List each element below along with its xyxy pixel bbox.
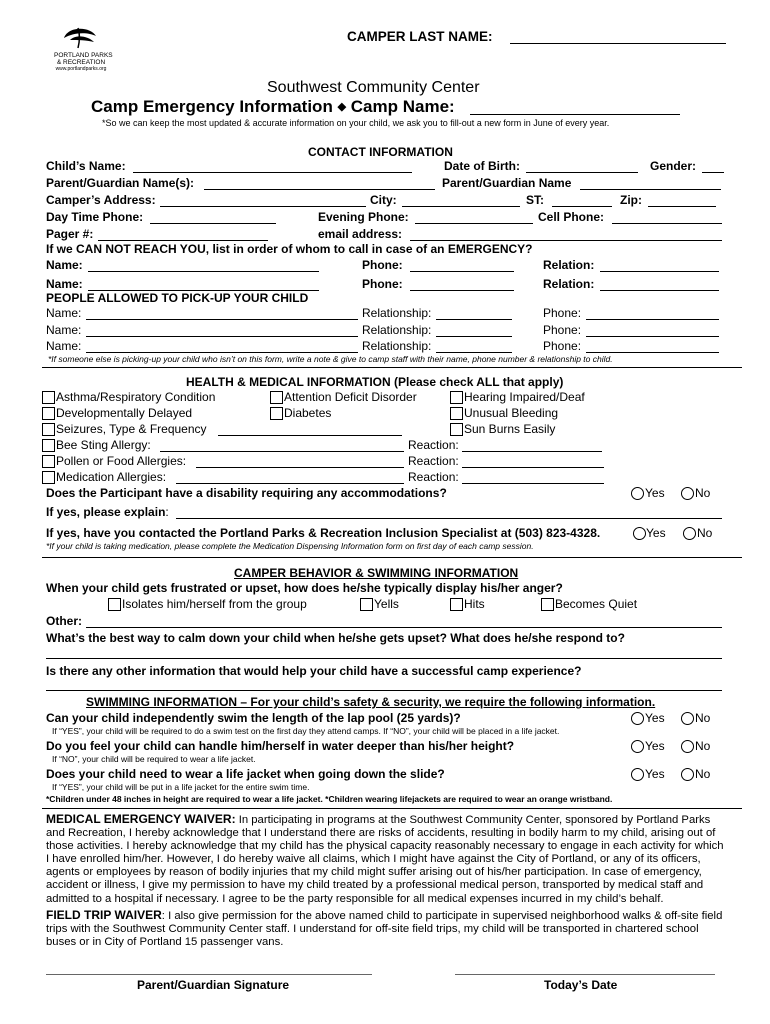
bee-reaction-field[interactable] <box>462 451 602 452</box>
swim-heading: SWIMMING INFORMATION – For your child’s safety & security, we require the following information. <box>86 695 656 709</box>
camper-last-name-label: CAMPER LAST NAME: <box>347 29 493 44</box>
explain-text: If yes, please explain <box>46 505 166 519</box>
address-label: Camper’s Address: <box>46 193 156 207</box>
swim-3-no-label: No <box>695 767 711 781</box>
seizures-field[interactable] <box>218 435 402 436</box>
sunburn-label: Sun Burns Easily <box>464 422 556 436</box>
field-trip-text: : I also give permission for the above named child to participate in supervised neighborhood walks & off-site field trips with the Southwest Community Center staff. I understand for off-site field trips, my child will be transported in chartered school buses or in City of Portland 15 passenger vans. <box>46 910 723 949</box>
emergency-phone-2-label: Phone: <box>362 277 403 291</box>
swim-3-yes-radio[interactable] <box>631 768 644 781</box>
swim-1-no-label: No <box>695 711 711 725</box>
disability-yes-label: Yes <box>645 486 665 500</box>
medication-reaction-field[interactable] <box>462 483 604 484</box>
swim-1-yes-label: Yes <box>645 711 665 725</box>
seizures-label: Seizures, Type & Frequency <box>56 422 207 436</box>
swim-1-yes-radio[interactable] <box>631 712 644 725</box>
swim-3-yes-label: Yes <box>645 767 665 781</box>
emergency-name-2-label: Name: <box>46 277 83 291</box>
camper-last-name-field[interactable] <box>510 43 726 44</box>
pickup-phone-1-label: Phone: <box>543 306 582 320</box>
calm-field[interactable] <box>46 658 722 659</box>
address-field[interactable] <box>160 206 366 207</box>
swim-question-2: Do you feel your child can handle him/herself in water deeper than his/her height? <box>46 739 515 753</box>
sunburn-checkbox[interactable] <box>450 423 463 436</box>
success-question: Is there any other information that would help your child have a successful camp experience? <box>46 664 582 678</box>
diabetes-label: Diabetes <box>284 406 332 420</box>
pickup-phone-3-field[interactable] <box>586 352 719 353</box>
zip-field[interactable] <box>648 206 716 207</box>
calm-question: What’s the best way to calm down your child when he/she gets upset? What does he/she respond to? <box>46 631 625 645</box>
pickup-name-2-field[interactable] <box>86 336 358 337</box>
pollen-reaction-field[interactable] <box>462 467 604 468</box>
disability-yes-radio[interactable] <box>631 487 644 500</box>
date-label: Today’s Date <box>544 978 618 992</box>
delayed-label: Developmentally Delayed <box>56 406 193 420</box>
leaf-logo-icon <box>60 24 100 50</box>
medication-label: Medication Allergies: <box>56 470 167 484</box>
diabetes-checkbox[interactable] <box>270 407 283 420</box>
inclusion-no-label: No <box>697 526 713 540</box>
pollen-reaction-label: Reaction: <box>408 454 459 468</box>
pickup-name-2-label: Name: <box>46 323 82 337</box>
center-name: Southwest Community Center <box>267 79 480 96</box>
swim-2-no-radio[interactable] <box>681 740 694 753</box>
pickup-note: *If someone else is picking-up your child who isn’t on this form, write a note & give to camp staff with their name, phone number & relationship to child. <box>48 354 613 364</box>
add-checkbox[interactable] <box>270 391 283 404</box>
swim-3-no-radio[interactable] <box>681 768 694 781</box>
pickup-name-1-label: Name: <box>46 306 82 320</box>
pickup-relationship-3-field[interactable] <box>436 352 512 353</box>
isolates-checkbox[interactable] <box>108 598 121 611</box>
dob-field[interactable] <box>526 172 638 173</box>
yells-checkbox[interactable] <box>360 598 373 611</box>
cell-phone-field[interactable] <box>612 223 722 224</box>
day-phone-field[interactable] <box>150 223 276 224</box>
signature-field[interactable] <box>46 974 372 975</box>
disability-no-label: No <box>695 486 711 500</box>
pickup-phone-2-label: Phone: <box>543 323 582 337</box>
divider <box>42 367 742 368</box>
emergency-relation-1-field[interactable] <box>600 271 719 272</box>
bee-checkbox[interactable] <box>42 439 55 452</box>
pickup-phone-1-field[interactable] <box>586 319 719 320</box>
pickup-name-3-label: Name: <box>46 339 82 353</box>
pickup-name-3-field[interactable] <box>86 352 358 353</box>
city-field[interactable] <box>402 206 520 207</box>
emergency-relation-2-label: Relation: <box>543 277 595 291</box>
gender-label: Gender: <box>650 159 697 173</box>
city-label: City: <box>370 193 397 207</box>
swim-note-3: If “YES”, your child will be put in a life jacket for the entire swim time. <box>52 782 310 792</box>
emergency-phone-1-field[interactable] <box>410 271 514 272</box>
pollen-label: Pollen or Food Allergies: <box>56 454 187 468</box>
asthma-label: Asthma/Respiratory Condition <box>56 390 216 404</box>
isolates-label: Isolates him/herself from the group <box>122 597 307 611</box>
pickup-name-1-field[interactable] <box>86 319 358 320</box>
swim-question-3: Does your child need to wear a life jacket when going down the slide? <box>46 767 445 781</box>
form-title <box>91 97 455 117</box>
yells-label: Yells <box>374 597 399 611</box>
divider <box>42 808 742 809</box>
bleeding-checkbox[interactable] <box>450 407 463 420</box>
swim-2-yes-label: Yes <box>645 739 665 753</box>
health-heading: HEALTH & MEDICAL INFORMATION (Please check ALL that apply) <box>186 375 564 389</box>
hearing-label: Hearing Impaired/Deaf <box>464 390 585 404</box>
inclusion-question: If yes, have you contacted the Portland Parks & Recreation Inclusion Specialist at (503) 823-4328. <box>46 526 601 540</box>
seizures-checkbox[interactable] <box>42 423 55 436</box>
email-label: email address: <box>318 227 403 241</box>
emergency-name-1-field[interactable] <box>88 271 319 272</box>
medication-note: *If your child is taking medication, please complete the Medication Dispensing Information form on first day of each camp session. <box>46 541 534 551</box>
logo-line1: PORTLAND PARKS <box>54 52 113 59</box>
bleeding-label: Unusual Bleeding <box>464 406 559 420</box>
contact-heading: CONTACT INFORMATION <box>308 145 453 159</box>
add-label: Attention Deficit Disorder <box>284 390 417 404</box>
camp-name-field[interactable] <box>470 114 680 115</box>
medical-waiver-text: In participating in programs at the Southwest Community Center, sponsored by Portland Parks and Recreation, I hereby acknowledge that I understand there are risks of accidents, resulting in bodily harm to my child, arising out of those activities. I hereby acknowledge that my child has the physical capacity reasonably necessary to engage in each activity for which I have enrolled him/her. However, I do hereby waive all claims, which I might have against the City of Portland, or any of its officers, agents or employees by reason of bodily injuries that my child might suffer arising out of his/her participation. In case of emergency, accident or illness, I give my permission to have my child treated by a professional medical person, transported by medical staff and admitted to a hospital if necessary. I agree to be the party responsible for all medical expenses incurred in my child’s behalf. <box>46 814 724 905</box>
medication-checkbox[interactable] <box>42 471 55 484</box>
gender-field[interactable] <box>702 172 724 173</box>
field-trip-waiver <box>46 909 726 949</box>
pickup-relationship-2-field[interactable] <box>436 336 512 337</box>
medical-waiver <box>46 813 726 906</box>
emergency-name-1-label: Name: <box>46 258 83 272</box>
disability-no-radio[interactable] <box>681 487 694 500</box>
field-trip-title: FIELD TRIP WAIVER <box>46 908 162 922</box>
evening-phone-field[interactable] <box>415 223 533 224</box>
date-field[interactable] <box>455 974 715 975</box>
swim-note: *Children under 48 inches in height are required to wear a life jacket. *Children wearing lifejackets are required to wear an orange wristband. <box>46 794 613 804</box>
other-field[interactable] <box>86 627 722 628</box>
pager-label: Pager #: <box>46 227 94 241</box>
divider <box>42 557 742 558</box>
evening-phone-label: Evening Phone: <box>318 210 409 224</box>
email-field[interactable] <box>410 240 722 241</box>
day-phone-label: Day Time Phone: <box>46 210 144 224</box>
inclusion-yes-radio[interactable] <box>633 527 646 540</box>
state-label: ST: <box>526 193 544 207</box>
pickup-phone-2-field[interactable] <box>586 336 719 337</box>
title-bullet: ◆ <box>337 101 347 113</box>
swim-2-no-label: No <box>695 739 711 753</box>
emergency-relation-1-label: Relation: <box>543 258 595 272</box>
pickup-relationship-3-label: Relationship: <box>362 339 432 353</box>
bee-label: Bee Sting Allergy: <box>56 438 151 452</box>
delayed-checkbox[interactable] <box>42 407 55 420</box>
zip-label: Zip: <box>620 193 642 207</box>
bee-reaction-label: Reaction: <box>408 438 459 452</box>
signature-label: Parent/Guardian Signature <box>137 978 290 992</box>
pickup-relationship-1-label: Relationship: <box>362 306 432 320</box>
pager-field[interactable] <box>98 240 268 241</box>
behavior-heading: CAMPER BEHAVIOR & SWIMMING INFORMATION <box>234 566 519 580</box>
swim-question-1: Can your child independently swim the length of the lap pool (25 yards)? <box>46 711 461 725</box>
pollen-checkbox[interactable] <box>42 455 55 468</box>
state-field[interactable] <box>552 206 612 207</box>
inclusion-yes-label: Yes <box>646 526 666 540</box>
parent-name-1-field[interactable] <box>204 189 435 190</box>
pollen-field[interactable] <box>196 467 404 468</box>
swim-note-2: If “NO”, your child will be required to wear a life jacket. <box>52 754 256 764</box>
explain-field[interactable] <box>176 518 722 519</box>
emergency-relation-2-field[interactable] <box>600 290 719 291</box>
emergency-phone-2-field[interactable] <box>410 290 514 291</box>
pickup-heading: PEOPLE ALLOWED TO PICK-UP YOUR CHILD <box>46 291 309 305</box>
medication-reaction-label: Reaction: <box>408 470 459 484</box>
swim-note-1: If “YES”, your child will be required to do a swim test on the first day they attend camps. If “NO”, your child will be placed in a life jacket. <box>52 726 560 736</box>
pickup-relationship-2-label: Relationship: <box>362 323 432 337</box>
hits-label: Hits <box>464 597 485 611</box>
header-note: *So we can keep the most updated & accurate information on your child, we ask you to fill-out a new form in June of every year. <box>102 118 610 128</box>
hearing-checkbox[interactable] <box>450 391 463 404</box>
form-title-text: Camp Emergency Information <box>91 97 333 116</box>
quiet-checkbox[interactable] <box>541 598 554 611</box>
emergency-heading: If we CAN NOT REACH YOU, list in order of whom to call in case of an EMERGENCY? <box>46 242 533 256</box>
logo-line3: www.portlandparks.org <box>55 66 107 72</box>
dob-label: Date of Birth: <box>444 159 520 173</box>
swim-1-no-radio[interactable] <box>681 712 694 725</box>
emergency-phone-1-label: Phone: <box>362 258 403 272</box>
asthma-checkbox[interactable] <box>42 391 55 404</box>
parent-name-2-label: Parent/Guardian Name <box>442 176 572 190</box>
childs-name-field[interactable] <box>133 172 412 173</box>
bee-field[interactable] <box>160 451 404 452</box>
logo-line2: & RECREATION <box>56 59 106 66</box>
parent-name-2-field[interactable] <box>580 189 721 190</box>
swim-2-yes-radio[interactable] <box>631 740 644 753</box>
cell-phone-label: Cell Phone: <box>538 210 605 224</box>
pickup-relationship-1-field[interactable] <box>436 319 512 320</box>
other-label: Other: <box>46 614 82 628</box>
medication-field[interactable] <box>176 483 404 484</box>
childs-name-label: Child’s Name: <box>46 159 126 173</box>
quiet-label: Becomes Quiet <box>555 597 638 611</box>
medical-waiver-title: MEDICAL EMERGENCY WAIVER: <box>46 812 236 826</box>
success-field[interactable] <box>46 690 722 691</box>
parent-name-1-label: Parent/Guardian Name(s): <box>46 176 195 190</box>
anger-question: When your child gets frustrated or upset, how does he/she typically display his/her anger? <box>46 581 563 595</box>
disability-question: Does the Participant have a disability requiring any accommodations? <box>46 486 447 500</box>
camp-name-label: Camp Name: <box>350 97 455 116</box>
hits-checkbox[interactable] <box>450 598 463 611</box>
explain-label: If yes, please explain: <box>46 505 169 519</box>
inclusion-no-radio[interactable] <box>683 527 696 540</box>
pickup-phone-3-label: Phone: <box>543 339 582 353</box>
